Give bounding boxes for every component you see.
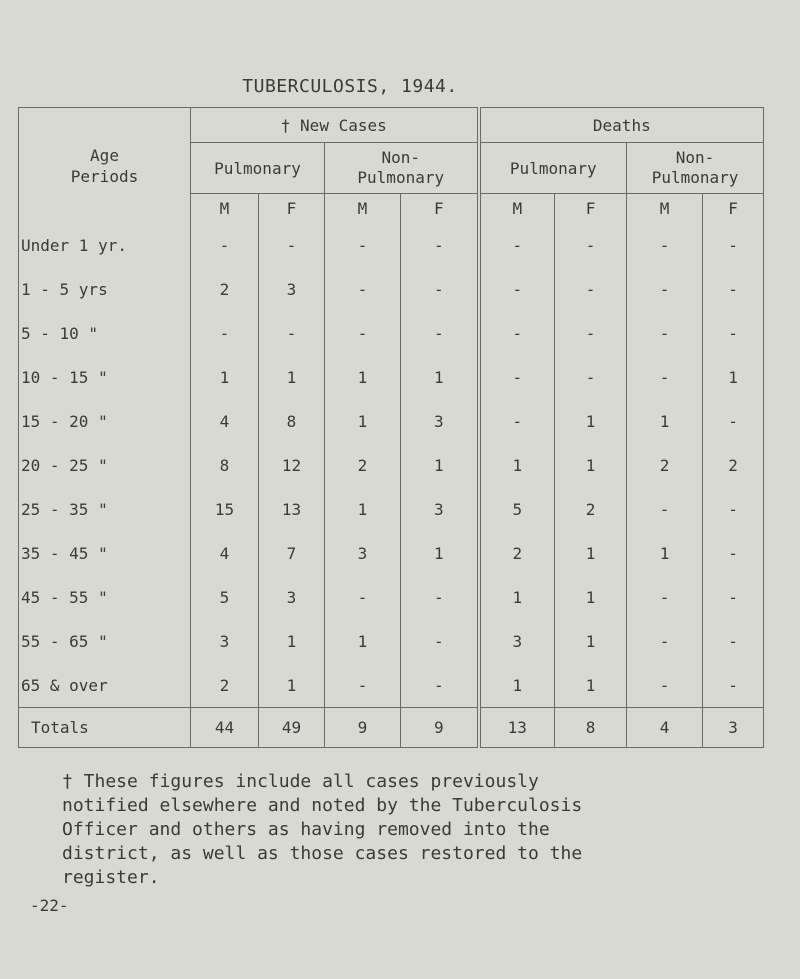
table-cell: - — [325, 268, 401, 312]
age-period-label: 35 - 45 " — [19, 532, 191, 576]
sex-header: M — [191, 194, 259, 224]
total-cell: 8 — [555, 708, 627, 748]
table-cell: - — [479, 312, 555, 356]
table-cell: 2 — [703, 444, 764, 488]
table-cell: - — [703, 312, 764, 356]
table-cell: - — [555, 224, 627, 268]
table-cell: 3 — [325, 532, 401, 576]
table-cell: - — [401, 268, 479, 312]
sex-header: F — [259, 194, 325, 224]
page-number: -22- — [30, 896, 69, 915]
table-cell: - — [703, 664, 764, 708]
sex-header: M — [325, 194, 401, 224]
table-cell: - — [627, 268, 703, 312]
table-cell: - — [703, 532, 764, 576]
age-period-label: Under 1 yr. — [19, 224, 191, 268]
total-cell: 44 — [191, 708, 259, 748]
table-cell: 1 — [555, 400, 627, 444]
table-cell: 1 — [259, 664, 325, 708]
sex-header: F — [555, 194, 627, 224]
table-cell: 4 — [191, 400, 259, 444]
total-cell: 49 — [259, 708, 325, 748]
totals-row — [19, 708, 764, 748]
new-cases-pulmonary-header: Pulmonary — [191, 143, 325, 194]
table-cell: - — [627, 664, 703, 708]
table-cell: 1 — [325, 400, 401, 444]
table-cell: 4 — [191, 532, 259, 576]
table-cell: 1 — [555, 576, 627, 620]
table-cell: 12 — [259, 444, 325, 488]
footnote: † These figures include all cases previously notified elsewhere and noted by the Tuberculosis Officer and others as having removed into the district, as well as those cases restored to the register. — [62, 771, 583, 888]
table-cell: - — [401, 576, 479, 620]
sex-header: M — [627, 194, 703, 224]
table-row — [19, 268, 764, 312]
deaths-header: Deaths — [479, 108, 764, 143]
table-cell: - — [555, 356, 627, 400]
totals-label: Totals — [19, 708, 191, 748]
table-cell: 2 — [325, 444, 401, 488]
table-cell: 2 — [479, 532, 555, 576]
sex-header: F — [401, 194, 479, 224]
table-cell: 3 — [401, 488, 479, 532]
age-period-label: 20 - 25 " — [19, 444, 191, 488]
age-period-label: 65 & over — [19, 664, 191, 708]
table-cell: 8 — [191, 444, 259, 488]
table-cell: 1 — [479, 576, 555, 620]
page-title: TUBERCULOSIS, 1944. — [242, 76, 458, 97]
table-row — [19, 664, 764, 708]
table-cell: - — [325, 576, 401, 620]
table-cell: - — [703, 576, 764, 620]
age-period-label: 15 - 20 " — [19, 400, 191, 444]
age-period-label: 45 - 55 " — [19, 576, 191, 620]
new-cases-non-pulmonary-header: Non- Pulmonary — [325, 143, 479, 194]
tuberculosis-table — [18, 107, 764, 748]
age-period-label: 1 - 5 yrs — [19, 268, 191, 312]
table-cell: 3 — [401, 400, 479, 444]
table-cell: - — [401, 664, 479, 708]
table-cell: 2 — [191, 268, 259, 312]
table-cell: 1 — [401, 532, 479, 576]
age-period-label: 55 - 65 " — [19, 620, 191, 664]
table-cell: 1 — [703, 356, 764, 400]
deaths-pulmonary-header: Pulmonary — [479, 143, 627, 194]
table-cell: - — [191, 224, 259, 268]
table-cell: 1 — [191, 356, 259, 400]
sex-header: M — [479, 194, 555, 224]
table-cell: - — [703, 488, 764, 532]
table-row — [19, 224, 764, 268]
table-cell: 1 — [325, 488, 401, 532]
table-cell: 3 — [259, 268, 325, 312]
table-cell: 1 — [555, 620, 627, 664]
table-cell: 1 — [479, 444, 555, 488]
table-cell: 3 — [479, 620, 555, 664]
table-cell: - — [401, 620, 479, 664]
table-row — [19, 488, 764, 532]
table-cell: 5 — [479, 488, 555, 532]
table-cell: - — [401, 312, 479, 356]
table-cell: - — [627, 312, 703, 356]
table-cell: 1 — [259, 356, 325, 400]
table-cell: - — [627, 488, 703, 532]
table-cell: - — [325, 312, 401, 356]
new-cases-header: † New Cases — [191, 108, 479, 143]
table-cell: 1 — [627, 532, 703, 576]
table-cell: - — [703, 400, 764, 444]
table-cell: 1 — [555, 664, 627, 708]
table-row — [19, 356, 764, 400]
table-cell: 7 — [259, 532, 325, 576]
table-cell: - — [479, 400, 555, 444]
table-cell: - — [555, 312, 627, 356]
table-cell: - — [479, 224, 555, 268]
age-period-label: 10 - 15 " — [19, 356, 191, 400]
table-cell: - — [627, 224, 703, 268]
table-cell: - — [703, 268, 764, 312]
sex-header: F — [703, 194, 764, 224]
table-row — [19, 576, 764, 620]
table-cell: 1 — [627, 400, 703, 444]
table-cell: 5 — [191, 576, 259, 620]
table-cell: - — [479, 268, 555, 312]
table-cell: 8 — [259, 400, 325, 444]
age-period-label: 5 - 10 " — [19, 312, 191, 356]
header-row-groups — [19, 108, 764, 143]
table-cell: 1 — [401, 356, 479, 400]
table-cell: 1 — [479, 664, 555, 708]
table-cell: 15 — [191, 488, 259, 532]
table-cell: 2 — [555, 488, 627, 532]
table-cell: - — [627, 356, 703, 400]
table-cell: - — [703, 224, 764, 268]
table-cell: 1 — [555, 444, 627, 488]
age-periods-header: Age Periods — [19, 108, 191, 224]
table-row — [19, 532, 764, 576]
table-cell: 3 — [191, 620, 259, 664]
age-period-label: 25 - 35 " — [19, 488, 191, 532]
total-cell: 9 — [401, 708, 479, 748]
table-cell: 1 — [325, 356, 401, 400]
table-cell: 1 — [555, 532, 627, 576]
table-cell: 1 — [325, 620, 401, 664]
total-cell: 9 — [325, 708, 401, 748]
table-cell: 1 — [259, 620, 325, 664]
table-cell: 13 — [259, 488, 325, 532]
table-cell: - — [627, 576, 703, 620]
table-cell: - — [627, 620, 703, 664]
table-cell: 1 — [401, 444, 479, 488]
total-cell: 13 — [479, 708, 555, 748]
table-cell: - — [191, 312, 259, 356]
table-cell: 3 — [259, 576, 325, 620]
table-row — [19, 620, 764, 664]
table-cell: - — [703, 620, 764, 664]
table-cell: - — [401, 224, 479, 268]
table-row — [19, 444, 764, 488]
table-cell: - — [325, 224, 401, 268]
total-cell: 3 — [703, 708, 764, 748]
deaths-non-pulmonary-header: Non- Pulmonary — [627, 143, 764, 194]
table-cell: - — [479, 356, 555, 400]
table-cell: - — [555, 268, 627, 312]
table-cell: - — [325, 664, 401, 708]
table-row — [19, 400, 764, 444]
table-cell: 2 — [191, 664, 259, 708]
table-row — [19, 312, 764, 356]
table-cell: 2 — [627, 444, 703, 488]
table-cell: - — [259, 312, 325, 356]
total-cell: 4 — [627, 708, 703, 748]
table-cell: - — [259, 224, 325, 268]
